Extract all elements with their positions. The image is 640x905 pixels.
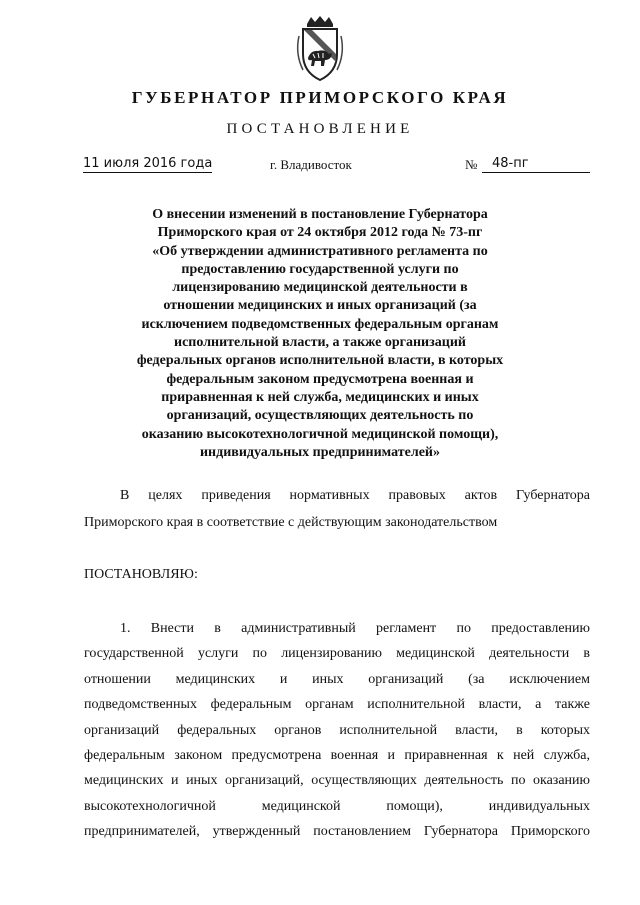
document-meta-row <box>0 156 640 180</box>
paragraph-line: федеральным законом предусмотрена военная и приравненная к ней служба, <box>84 748 590 764</box>
decree-item-1 <box>84 616 590 845</box>
title-line: федеральным законом предусмотрена военная и <box>166 371 474 387</box>
title-line: отношении медицинских и иных организаций (за <box>163 298 477 314</box>
title-line: индивидуальных предпринимателей» <box>199 444 440 460</box>
paragraph-line: медицинских и иных организаций, осуществляющих деятельность по оказанию <box>84 773 590 789</box>
paragraph-line: организаций федеральных органов исполнительной власти, в которых <box>84 722 590 738</box>
preamble-paragraph <box>84 482 590 536</box>
title-line: предоставлению государственной услуги по <box>181 261 459 277</box>
number-sign: № <box>465 157 478 172</box>
title-line: организаций, осуществляющих деятельность по <box>166 408 474 424</box>
primorsky-krai-coat-of-arms-icon <box>285 14 355 84</box>
document-number: 48-пг <box>482 156 590 173</box>
issuing-authority: ГУБЕРНАТОР ПРИМОРСКОГО КРАЯ <box>131 88 509 107</box>
paragraph-line: В целях приведения нормативных правовых актов Губернатора <box>120 488 590 503</box>
document-date: 11 июля 2016 года <box>83 156 213 171</box>
document-type: ПОСТАНОВЛЕНИЕ <box>226 121 414 137</box>
paragraph-line: 1. Внести в административный регламент по предоставлению <box>120 621 590 636</box>
decree-word: ПОСТАНОВЛЯЮ: <box>84 567 198 582</box>
paragraph-line: подведомственных федеральным органам исполнительной власти, а также <box>84 697 590 713</box>
document-city: г. Владивосток <box>270 157 352 172</box>
paragraph-line: отношении медицинских и иных организаций (за исключением <box>84 671 590 687</box>
title-line: Приморского края от 24 октября 2012 года № 73-пг <box>157 225 483 241</box>
paragraph-line: Приморского края в соответствие с действующим законодательством <box>84 515 498 530</box>
title-line: «Об утверждении административного регламента по <box>152 243 488 259</box>
title-line: исполнительной власти, а также организаций <box>174 335 466 351</box>
paragraph-line: предпринимателей, утвержденный постановлением Губернатора Приморского <box>84 824 590 840</box>
title-line: О внесении изменений в постановление Губернатора <box>152 207 488 222</box>
paragraph-line: государственной услуги по лицензированию медицинской деятельности в <box>84 646 590 662</box>
title-line: лицензированию медицинской деятельности в <box>172 280 468 296</box>
title-line: исключением подведомственных федеральным органам <box>141 316 499 332</box>
title-line: оказанию высокотехнологичной медицинской помощи), <box>141 426 499 442</box>
title-line: приравненная к ней служба, медицинских и иных <box>161 389 479 405</box>
document-title <box>120 206 520 462</box>
paragraph-line: высокотехнологичной медицинской помощи), индивидуальных <box>84 798 590 814</box>
title-line: федеральных органов исполнительной власти, в которых <box>136 353 504 369</box>
